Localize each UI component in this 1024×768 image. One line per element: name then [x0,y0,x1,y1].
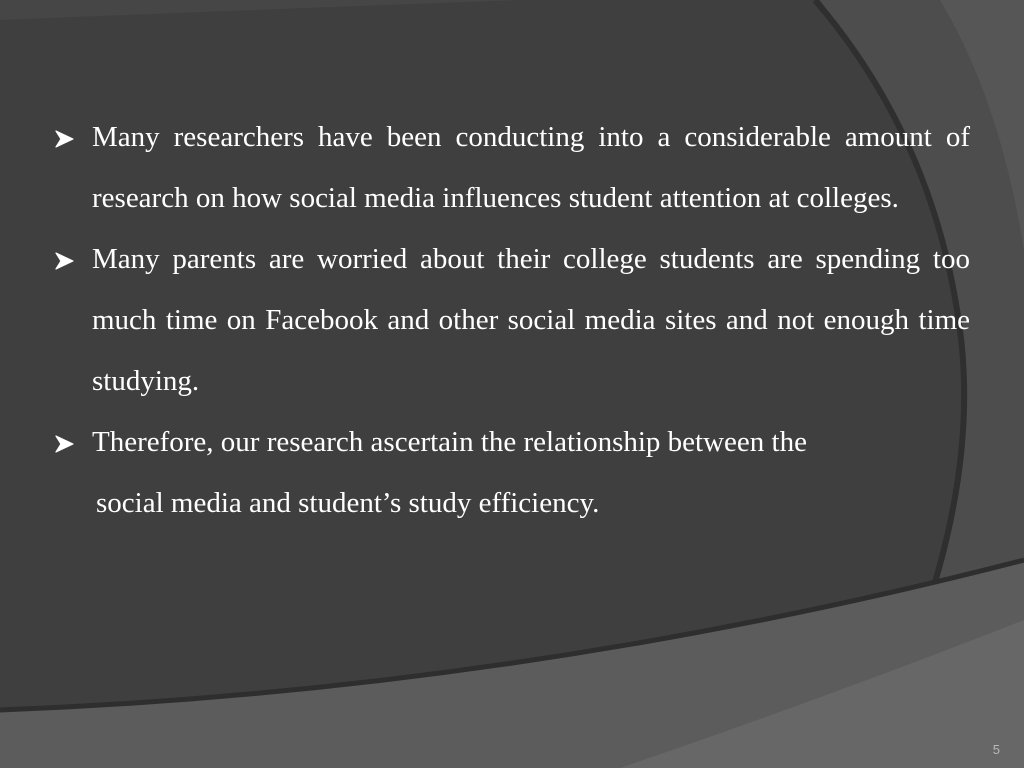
bullet-item [54,412,970,534]
bullet-item [54,229,970,412]
page-number: 5 [992,742,1000,757]
bullet-text-line-2: social media and student’s study efficiency. [96,487,600,519]
arrow-bullet-icon [54,251,76,271]
bullet-text: Many parents are worried about their college students are spending too much time on Facebook and other social media sites and not enough time studying. [92,243,970,397]
arrow-bullet-icon [54,129,76,149]
bullet-text-line-1: Therefore, our research ascertain the relationship between the [92,426,807,458]
arrow-bullet-icon [54,434,76,454]
bullet-text: Many researchers have been conducting into a considerable amount of research on how social media influences student attention at colleges. [92,121,970,214]
bullet-item [54,107,970,229]
bullet-list [54,107,970,534]
